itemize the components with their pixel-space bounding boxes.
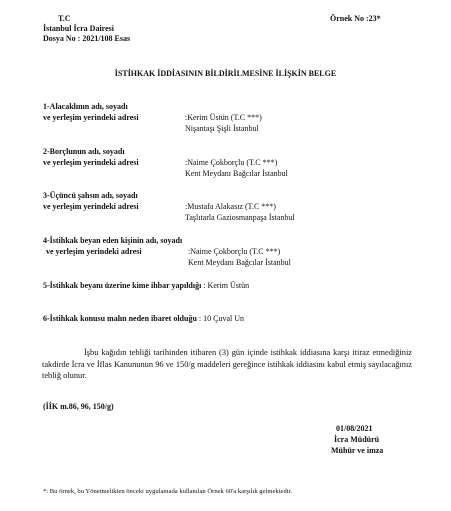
header-tc: T.C — [58, 14, 71, 23]
header-file-no: Dosya No : 2021/108 Esas — [43, 34, 131, 43]
creditor-label: 1-Alacaklının adı, soyadı — [43, 102, 128, 111]
creditor-address: Nişantaşı Şişli İstanbul — [185, 124, 259, 133]
signature-stamp: Mühür ve imza — [331, 446, 384, 455]
third-party-address: Taşlıtarla Gaziosmanpaşa İstanbul — [185, 213, 295, 222]
legal-reference: (İİK m.86, 96, 150/g) — [43, 402, 114, 411]
form-number: Örnek No :23* — [330, 14, 381, 23]
third-party-label: 3-Üçüncü şahsın adı, soyadı — [43, 191, 138, 200]
claimant-address-label: ve yerleşim yerindeki adresi — [46, 247, 142, 256]
debtor-name: :Naime Çokborçlu (T.C ***) — [185, 158, 278, 167]
notice-paragraph — [42, 347, 412, 382]
claimant-name: :Naime Çokborçlu (T.C ***) — [188, 247, 281, 256]
footnote: *: Bu örnek, bu Yönetmelikten önceki uygulamada kullanılan Örnek 60'a karşılık gelmektedir. — [43, 488, 293, 495]
creditor-name: :Kerim Üstün (T.C ***) — [185, 113, 262, 122]
debtor-address-label: ve yerleşim yerindeki adresi — [43, 158, 139, 167]
debtor-label: 2-Borçlunun adı, soyadı — [43, 147, 125, 156]
notified-value: : Kerim Üstün — [203, 281, 250, 290]
notified-label: 5-İstihkak beyanı üzerine kime ihbar yapıldığı — [43, 281, 202, 290]
creditor-address-label: ve yerleşim yerindeki adresi — [43, 113, 139, 122]
claimant-label: 4-İstihkak beyan eden kişinin adı, soyadı — [43, 236, 183, 245]
third-party-address-label: ve yerleşim yerindeki adresi — [43, 202, 139, 211]
debtor-address: Kent Meydanı Bağcılar İstanbul — [185, 169, 288, 178]
property-label: 6-İstihkak konusu malın neden ibaret olduğu — [43, 314, 197, 323]
notified-row — [43, 281, 249, 291]
claimant-address: Kent Meydanı Bağcılar İstanbul — [188, 258, 291, 267]
notice-text: İşbu kağıdın tebliği tarihinden itibaren (3) gün içinde istihkak iddiasına karşı itiraz etmediğiniz takdirde İcra ve İflas Kanununun 96 ve 150/g maddeleri gereğince istihkak iddiasını kabul etmiş sayılacağınız tebliğ olunur. — [42, 348, 412, 381]
property-row — [43, 314, 244, 324]
third-party-name: :Mustafa Alakasız (T.C ***) — [185, 202, 276, 211]
signature-date: 01/08/2021 — [336, 424, 373, 433]
signature-title: İcra Müdürü — [334, 435, 380, 444]
property-value: : 10 Çuval Un — [198, 314, 245, 323]
document-title: İSTİHKAK İDDİASININ BİLDİRİLMESİNE İLİŞKİN BELGE — [114, 69, 337, 78]
header-office: İstanbul İcra Dairesi — [43, 24, 114, 33]
